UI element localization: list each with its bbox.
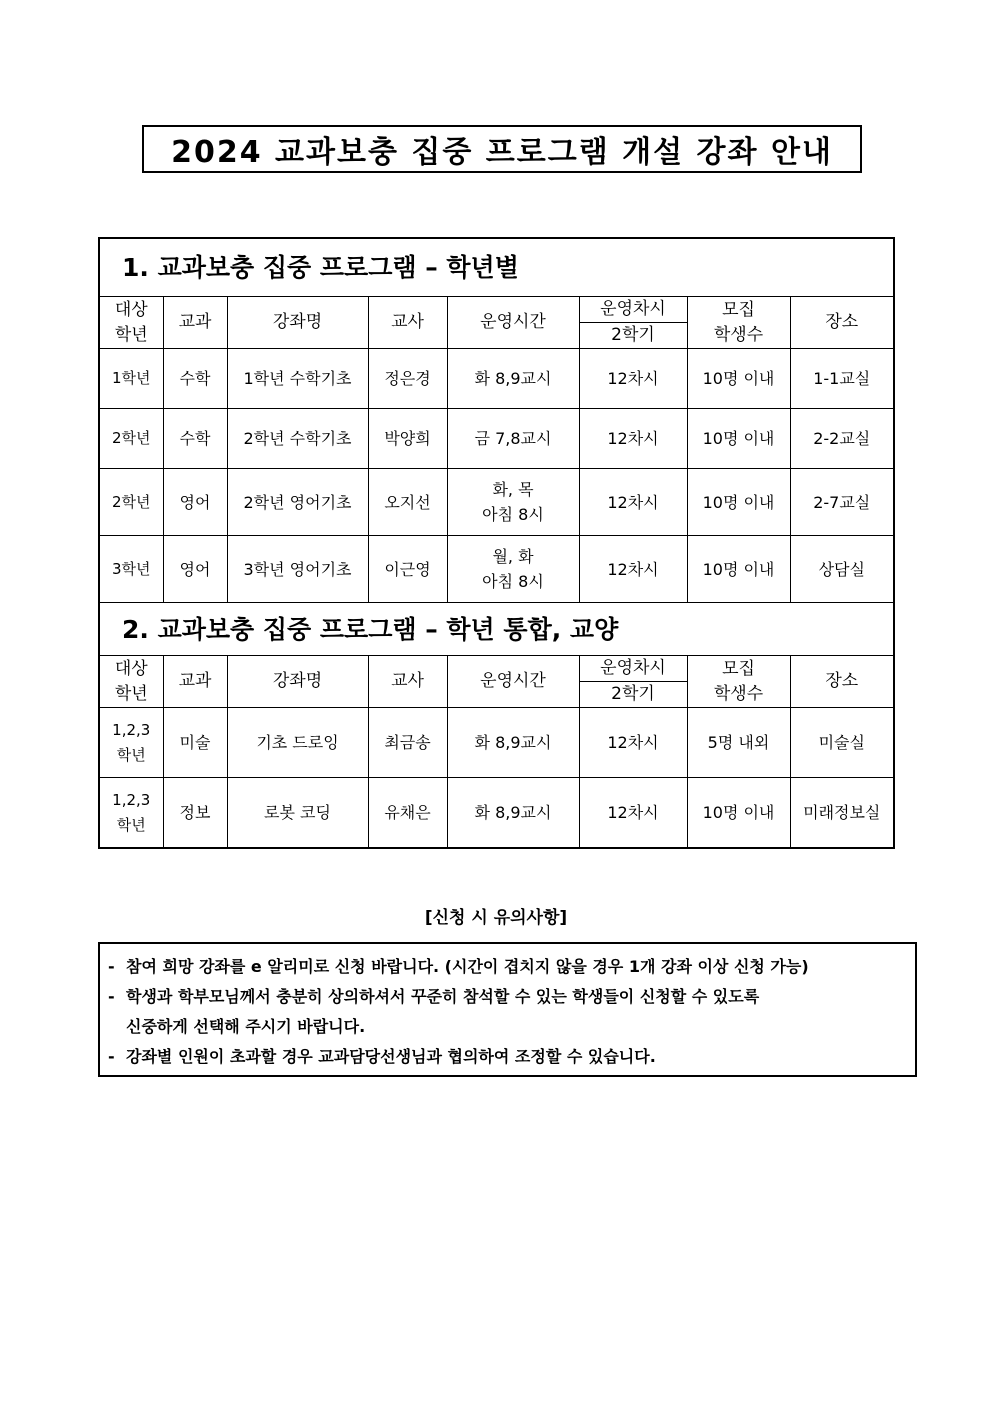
cell-place: 2-2교실	[790, 409, 894, 469]
cell-grade: 1학년	[99, 349, 163, 409]
note-dash: -	[108, 987, 115, 1006]
cell-grade: 2학년	[99, 469, 163, 536]
cell-course: 1학년 수학기초	[227, 349, 368, 409]
course-table	[98, 237, 895, 849]
cell-time: 월, 화 아침 8시	[447, 536, 579, 603]
note-dash: -	[108, 957, 115, 976]
cell-teacher: 이근영	[368, 536, 447, 603]
cell-course: 2학년 수학기초	[227, 409, 368, 469]
cell-place: 2-7교실	[790, 469, 894, 536]
header-time: 운영시간	[447, 297, 579, 349]
page-title: 2024 교과보충 집중 프로그램 개설 강좌 안내	[142, 125, 862, 173]
table-row	[99, 409, 894, 469]
table-row	[99, 708, 894, 778]
cell-recruit: 10명 이내	[687, 469, 790, 536]
cell-recruit: 5명 내외	[687, 708, 790, 778]
cell-subject: 수학	[163, 409, 227, 469]
header-semester: 2학기	[579, 682, 687, 708]
table-row	[99, 469, 894, 536]
cell-sessions: 12차시	[579, 708, 687, 778]
cell-sessions: 12차시	[579, 469, 687, 536]
cell-grade: 1,2,3 학년	[99, 708, 163, 778]
cell-place: 미래정보실	[790, 778, 894, 849]
note-item	[108, 982, 907, 1012]
header-place: 장소	[790, 297, 894, 349]
note-text: 학생과 학부모님께서 충분히 상의하셔서 꾸준히 참석할 수 있는 학생들이 신청할 수 있도록	[126, 987, 760, 1006]
note-item	[108, 952, 907, 982]
cell-teacher: 유채은	[368, 778, 447, 849]
header-sessions: 운영차시	[579, 656, 687, 682]
cell-subject: 영어	[163, 469, 227, 536]
header-place: 장소	[790, 656, 894, 708]
cell-sessions: 12차시	[579, 536, 687, 603]
header-subject: 교과	[163, 297, 227, 349]
cell-course: 기초 드로잉	[227, 708, 368, 778]
section2-header-row	[99, 656, 894, 682]
header-course: 강좌명	[227, 656, 368, 708]
header-grade: 대상 학년	[99, 297, 163, 349]
cell-recruit: 10명 이내	[687, 409, 790, 469]
cell-course: 2학년 영어기초	[227, 469, 368, 536]
cell-sessions: 12차시	[579, 409, 687, 469]
cell-grade: 3학년	[99, 536, 163, 603]
notes-box	[98, 942, 917, 1077]
cell-course: 3학년 영어기초	[227, 536, 368, 603]
notes-heading: [신청 시 유의사항]	[424, 908, 568, 928]
header-recruit: 모집 학생수	[687, 656, 790, 708]
header-semester: 2학기	[579, 323, 687, 349]
cell-teacher: 박양희	[368, 409, 447, 469]
header-teacher: 교사	[368, 656, 447, 708]
cell-time: 화 8,9교시	[447, 778, 579, 849]
cell-time: 화 8,9교시	[447, 708, 579, 778]
table-row	[99, 778, 894, 849]
cell-teacher: 정은경	[368, 349, 447, 409]
cell-place: 1-1교실	[790, 349, 894, 409]
cell-teacher: 오지선	[368, 469, 447, 536]
note-item	[108, 1042, 907, 1072]
section2-title: 2. 교과보충 집중 프로그램 – 학년 통합, 교양	[99, 603, 894, 656]
cell-sessions: 12차시	[579, 349, 687, 409]
cell-grade: 2학년	[99, 409, 163, 469]
cell-subject: 수학	[163, 349, 227, 409]
section1-header-row	[99, 297, 894, 323]
header-sessions: 운영차시	[579, 297, 687, 323]
cell-teacher: 최금송	[368, 708, 447, 778]
header-teacher: 교사	[368, 297, 447, 349]
section2-title-row	[99, 603, 894, 656]
note-text: 강좌별 인원이 초과할 경우 교과담당선생님과 협의하여 조정할 수 있습니다.	[126, 1047, 656, 1066]
cell-time: 화 8,9교시	[447, 349, 579, 409]
cell-subject: 정보	[163, 778, 227, 849]
table-row	[99, 349, 894, 409]
header-recruit: 모집 학생수	[687, 297, 790, 349]
cell-recruit: 10명 이내	[687, 778, 790, 849]
header-time: 운영시간	[447, 656, 579, 708]
cell-grade: 1,2,3 학년	[99, 778, 163, 849]
table-row	[99, 536, 894, 603]
note-dash: -	[108, 1047, 115, 1066]
note-text: 참여 희망 강좌를 e 알리미로 신청 바랍니다. (시간이 겹치지 않을 경우 1개 강좌 이상 신청 가능)	[126, 957, 809, 976]
header-subject: 교과	[163, 656, 227, 708]
section1-title-row	[99, 238, 894, 297]
cell-place: 미술실	[790, 708, 894, 778]
cell-course: 로봇 코딩	[227, 778, 368, 849]
cell-place: 상담실	[790, 536, 894, 603]
cell-sessions: 12차시	[579, 778, 687, 849]
header-grade: 대상 학년	[99, 656, 163, 708]
cell-recruit: 10명 이내	[687, 349, 790, 409]
cell-time: 금 7,8교시	[447, 409, 579, 469]
header-course: 강좌명	[227, 297, 368, 349]
section1-title: 1. 교과보충 집중 프로그램 – 학년별	[99, 238, 894, 297]
cell-recruit: 10명 이내	[687, 536, 790, 603]
cell-subject: 영어	[163, 536, 227, 603]
cell-subject: 미술	[163, 708, 227, 778]
cell-time: 화, 목 아침 8시	[447, 469, 579, 536]
note-continuation: 신중하게 선택해 주시기 바랍니다.	[126, 1017, 366, 1036]
